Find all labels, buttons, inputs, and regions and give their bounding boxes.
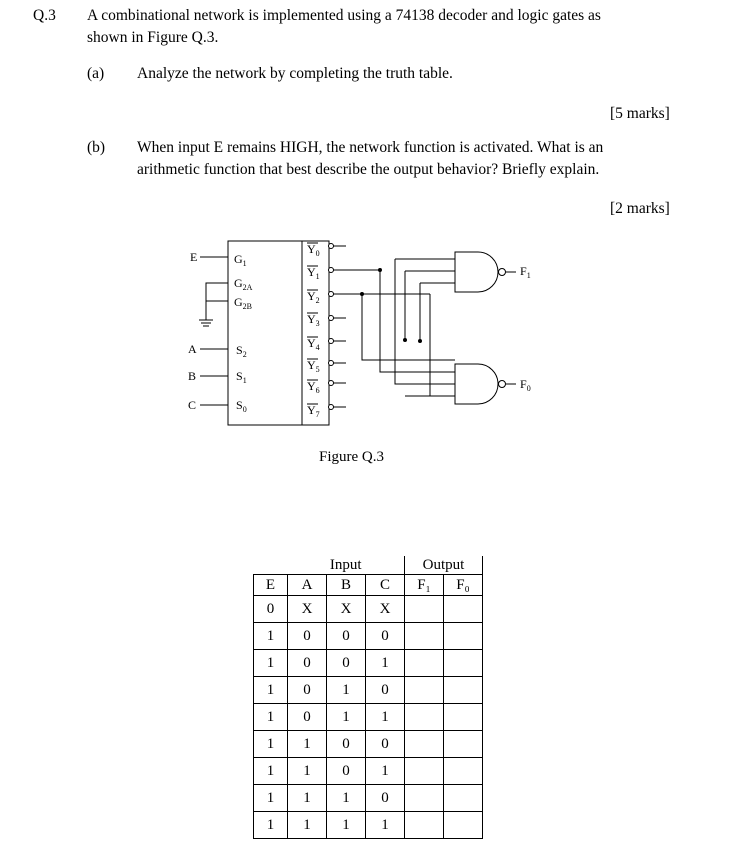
cell: X bbox=[288, 596, 327, 623]
output-cell-empty bbox=[405, 596, 444, 623]
table-row bbox=[254, 677, 483, 704]
cell: 0 bbox=[366, 623, 405, 650]
header-e: E bbox=[254, 575, 288, 596]
cell: 0 bbox=[366, 677, 405, 704]
output-cell-empty bbox=[444, 758, 483, 785]
group-output: Output bbox=[405, 556, 483, 575]
group-input: Input bbox=[329, 557, 362, 573]
input-label-a: A bbox=[188, 342, 197, 356]
cell: 1 bbox=[254, 785, 288, 812]
pin-g2b: $G_{2B}$ bbox=[234, 295, 253, 311]
output-cell-empty bbox=[405, 785, 444, 812]
pin-s0: $S_0$ bbox=[236, 398, 247, 414]
table-row bbox=[254, 731, 483, 758]
cell: 0 bbox=[288, 677, 327, 704]
cell: 1 bbox=[254, 758, 288, 785]
figure-caption: Figure Q.3 bbox=[319, 449, 384, 465]
cell: 0 bbox=[327, 623, 366, 650]
cell: 1 bbox=[288, 731, 327, 758]
output-cell-empty bbox=[405, 677, 444, 704]
cell: 0 bbox=[254, 596, 288, 623]
cell: 0 bbox=[288, 704, 327, 731]
cell: 0 bbox=[288, 623, 327, 650]
cell: 0 bbox=[327, 758, 366, 785]
pin-s1: $S_1$ bbox=[236, 369, 247, 385]
decoder-output-y2: $Y_2$ bbox=[307, 289, 320, 305]
decoder-output-y0: $Y_0$ bbox=[307, 242, 320, 258]
cell: 1 bbox=[254, 677, 288, 704]
header-a: A bbox=[288, 575, 327, 596]
output-cell-empty bbox=[444, 731, 483, 758]
output-cell-empty bbox=[405, 812, 444, 839]
decoder-output-y6: $Y_6$ bbox=[307, 379, 320, 395]
cell: 1 bbox=[366, 704, 405, 731]
decoder-output-y1: $Y_1$ bbox=[307, 265, 320, 281]
decoder-output-y4: $Y_4$ bbox=[307, 336, 320, 352]
header-b: B bbox=[327, 575, 366, 596]
cell: 1 bbox=[288, 785, 327, 812]
cell: 1 bbox=[288, 758, 327, 785]
decoder-output-y5: $Y_5$ bbox=[307, 358, 320, 374]
input-label-e: E bbox=[190, 250, 198, 264]
pin-g1: $G_1$ bbox=[234, 252, 247, 268]
part-b-text-line2: arithmetic function that best describe the output behavior? Briefly explain. bbox=[137, 161, 600, 178]
input-label-b: B bbox=[188, 369, 197, 383]
table-row bbox=[254, 704, 483, 731]
output-cell-empty bbox=[444, 677, 483, 704]
cell: 1 bbox=[288, 812, 327, 839]
cell: 1 bbox=[327, 677, 366, 704]
part-a-marks: [5 marks] bbox=[610, 105, 670, 122]
and-gate-f0 bbox=[455, 364, 498, 404]
output-cell-empty bbox=[444, 596, 483, 623]
cell: 1 bbox=[366, 758, 405, 785]
table-row bbox=[254, 623, 483, 650]
question-number: Q.3 bbox=[33, 7, 56, 24]
part-b-label: (b) bbox=[87, 139, 106, 156]
cell: 1 bbox=[327, 785, 366, 812]
output-cell-empty bbox=[444, 812, 483, 839]
pin-g2a: $G_{2A}$ bbox=[234, 276, 253, 292]
cell: 1 bbox=[254, 650, 288, 677]
part-a-label: (a) bbox=[87, 65, 105, 82]
question-stem-line1: A combinational network is implemented using a 74138 decoder and logic gates as bbox=[87, 7, 601, 24]
question-stem-line2: shown in Figure Q.3. bbox=[87, 29, 219, 46]
cell: 1 bbox=[327, 812, 366, 839]
input-label-c: C bbox=[188, 398, 197, 412]
cell: 1 bbox=[254, 704, 288, 731]
part-a-text: Analyze the network by completing the truth table. bbox=[137, 65, 453, 82]
output-f1: $F_1$ bbox=[520, 264, 531, 280]
cell: 1 bbox=[254, 731, 288, 758]
decoder-output-y3: $Y_3$ bbox=[307, 312, 320, 328]
output-cell-empty bbox=[405, 704, 444, 731]
cell: 0 bbox=[366, 785, 405, 812]
output-cell-empty bbox=[444, 650, 483, 677]
table-row bbox=[254, 812, 483, 839]
output-cell-empty bbox=[444, 785, 483, 812]
cell: 1 bbox=[366, 650, 405, 677]
table-row bbox=[254, 596, 483, 623]
cell: 0 bbox=[327, 731, 366, 758]
cell: 0 bbox=[288, 650, 327, 677]
output-cell-empty bbox=[444, 623, 483, 650]
cell: 0 bbox=[366, 731, 405, 758]
part-b-marks: [2 marks] bbox=[610, 200, 670, 217]
output-cell-empty bbox=[405, 650, 444, 677]
header-f0: F₀ bbox=[444, 575, 483, 596]
output-cell-empty bbox=[444, 704, 483, 731]
truth-table bbox=[253, 556, 483, 839]
output-cell-empty bbox=[405, 623, 444, 650]
part-b-text-line1: When input E remains HIGH, the network function is activated. What is an bbox=[137, 139, 604, 156]
table-row bbox=[254, 758, 483, 785]
cell: 1 bbox=[254, 623, 288, 650]
header-f1: F₁ bbox=[405, 575, 444, 596]
table-row bbox=[254, 785, 483, 812]
pin-s2: $S_2$ bbox=[236, 343, 247, 359]
output-f0: $F_0$ bbox=[520, 377, 531, 393]
cell: X bbox=[327, 596, 366, 623]
cell: 1 bbox=[327, 704, 366, 731]
cell: 1 bbox=[366, 812, 405, 839]
decoder-output-y7: $Y_7$ bbox=[307, 403, 320, 419]
output-cell-empty bbox=[405, 758, 444, 785]
cell: X bbox=[366, 596, 405, 623]
cell: 1 bbox=[254, 812, 288, 839]
output-cell-empty bbox=[405, 731, 444, 758]
cell: 0 bbox=[327, 650, 366, 677]
table-row bbox=[254, 650, 483, 677]
header-c: C bbox=[366, 575, 405, 596]
and-gate-f1 bbox=[455, 252, 498, 292]
